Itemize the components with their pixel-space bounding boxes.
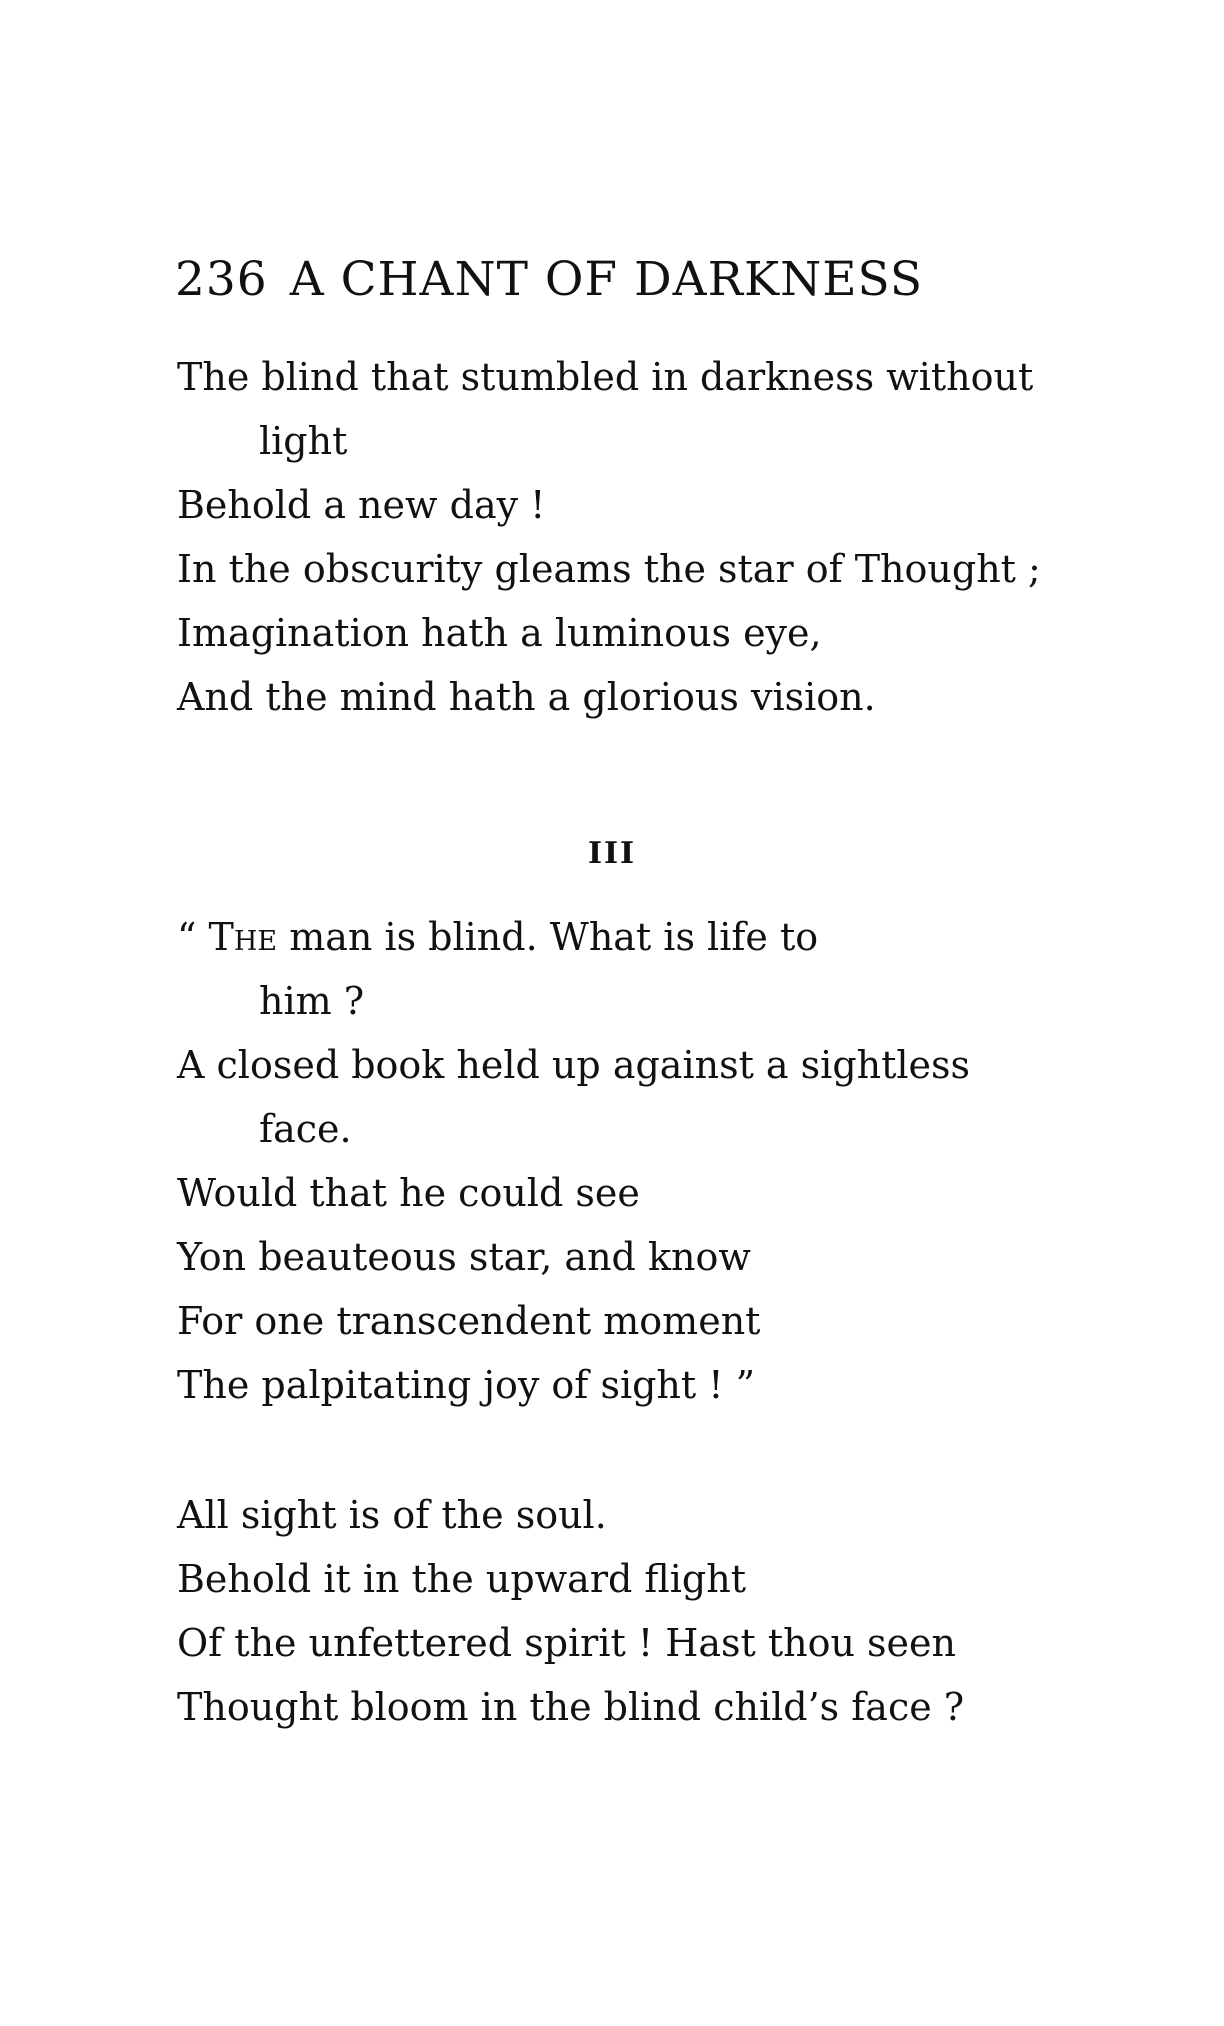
poem-line: light (259, 419, 348, 463)
running-title: A CHANT OF DARKNESS (289, 252, 924, 307)
poem-line: All sight is of the soul. (177, 1493, 607, 1537)
poem-line: The palpitating joy of sight ! ” (177, 1363, 756, 1407)
poem-line: Of the unfettered spirit ! Hast thou seen (177, 1621, 956, 1665)
poem-line: Yon beauteous star, and know (177, 1235, 751, 1279)
poem-line: face. (259, 1107, 352, 1151)
poem-line: Would that he could see (177, 1171, 640, 1215)
poem-line: Behold it in the upward flight (177, 1557, 746, 1601)
poem-line: Thought bloom in the blind child’s face ? (177, 1685, 965, 1729)
poem-line: A closed book held up against a sightless (177, 1043, 971, 1087)
open-quote: “ (177, 915, 209, 959)
poem-line (177, 915, 819, 959)
section-numeral: III (587, 836, 637, 871)
first-line-rest: man is blind. What is life to (277, 915, 819, 959)
poem-line: Behold a new day ! (177, 483, 546, 527)
poem-line: Imagination hath a luminous eye, (177, 611, 822, 655)
poem-line: The blind that stumbled in darkness without (177, 355, 1034, 399)
page-number: 236 (175, 252, 268, 307)
poem-line: him ? (259, 979, 365, 1023)
poem-line: For one transcendent moment (177, 1299, 761, 1343)
poem-line: And the mind hath a glorious vision. (177, 675, 876, 719)
poem-line: In the obscurity gleams the star of Thought ; (177, 547, 1041, 591)
running-header (175, 252, 923, 307)
first-word: The (208, 915, 278, 959)
